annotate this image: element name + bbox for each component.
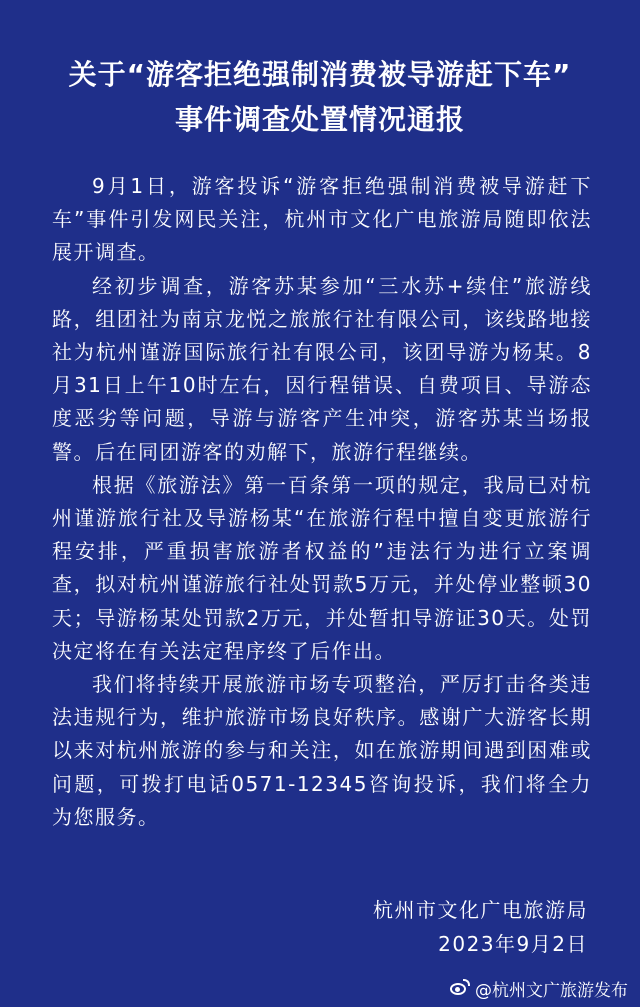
paragraph-2: 经初步调查，游客苏某参加“三水苏+续住”旅游线路，组团社为南京龙悦之旅旅行社有限公司，该线路地接社为杭州谨游国际旅行社有限公司，该团导游为杨某。8月31日上午10时左右，因行程错误、自费项目、导游态度恶劣等问题，导游与游客产生冲突，游客苏某当场报警。后在同团游客的劝解下，旅游行程继续。 <box>52 273 592 464</box>
watermark-text: @杭州文广旅游发布 <box>475 980 628 1001</box>
paragraph-1: 9月1日，游客投诉“游客拒绝强制消费被导游赶下车”事件引发网民关注，杭州市文化广电旅游局随即依法展开调查。 <box>52 174 592 265</box>
paragraph-4: 我们将持续开展旅游市场专项整治，严厉打击各类违法违规行为，维护旅游市场良好秩序。感谢广大游客长期以来对杭州旅游的参与和关注，如在旅游期间遇到困难或问题，可拨打电话0571-12345咨询投诉，我们将全力为您服务。 <box>52 672 592 829</box>
paragraph-3: 根据《旅游法》第一百条第一项的规定，我局已对杭州谨游旅行社及导游杨某“在旅游行程中擅自变更旅游行程安排，严重损害旅游者权益的”违法行为进行立案调查，拟对杭州谨游旅行社处罚款5万元，并处停业整顿30天；导游杨某处罚款2万元，并处暂扣导游证30天。处罚决定将在有关法定程序终了后作出。 <box>52 472 592 663</box>
notice-body <box>52 170 592 834</box>
notice-title-line1: 关于“游客拒绝强制消费被导游赶下车” <box>68 58 572 91</box>
weibo-icon <box>449 979 471 997</box>
signature-organization: 杭州市文化广电旅游局 <box>373 898 588 922</box>
signature-date: 2023年9月2日 <box>438 932 588 956</box>
notice-title-line2: 事件调查处置情况通报 <box>174 103 465 136</box>
weibo-watermark <box>449 975 628 1001</box>
